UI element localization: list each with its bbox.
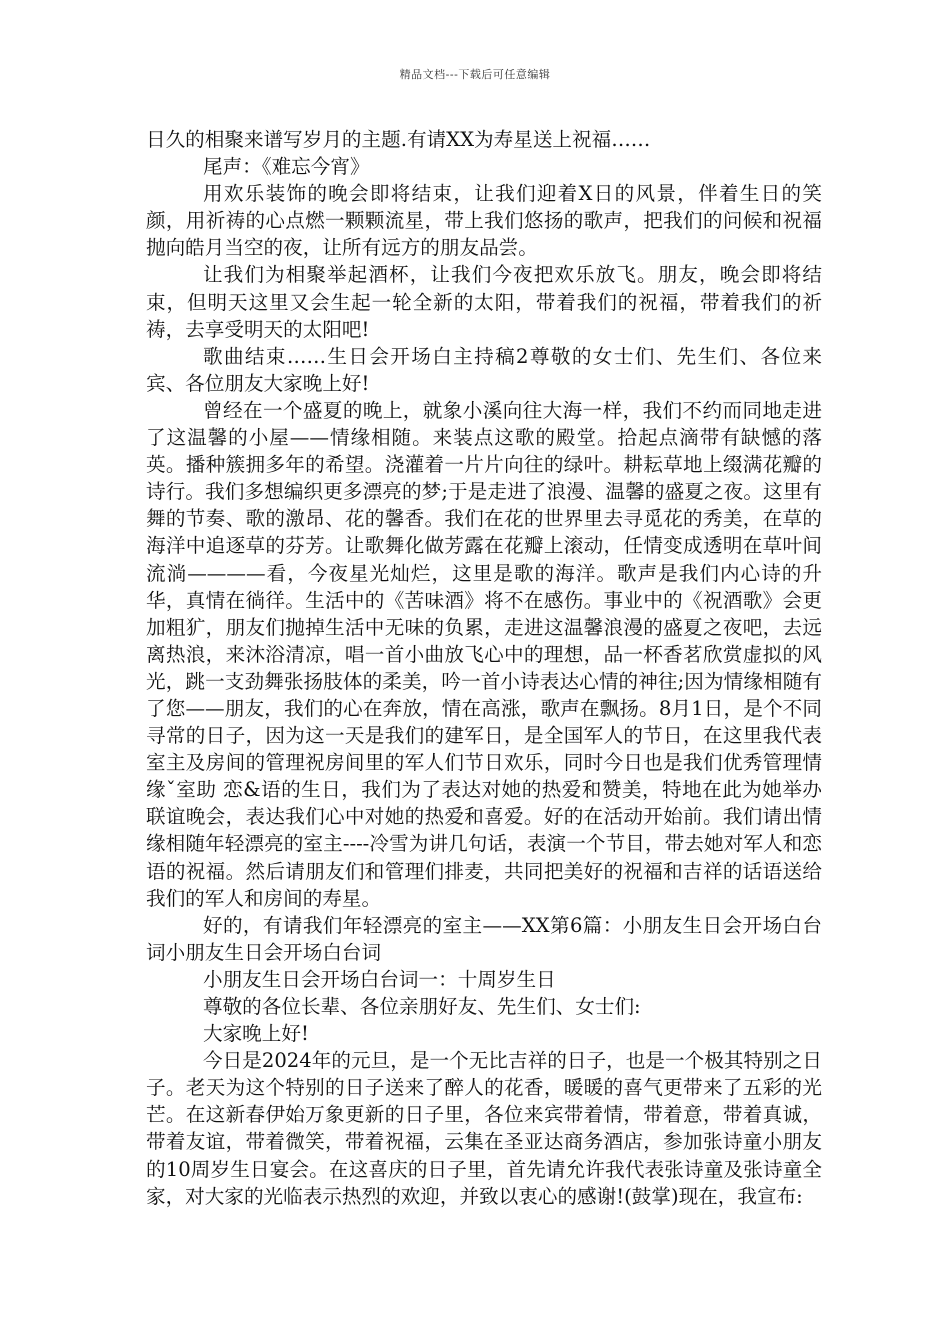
page-header: 精品文档---下载后可任意编辑 (399, 68, 551, 81)
paragraph: 尊敬的各位长辈、各位亲朋好友、先生们、女士们: (203, 995, 641, 1018)
document-body (146, 126, 822, 1210)
paragraph: 让我们为相聚举起酒杯，让我们今夜把欢乐放飞。朋友，晚会即将结束，但明天这里又会生起一轮全新的太阳，带着我们的祝福，带着我们的祈祷，去享受明天的太阳吧! (146, 263, 822, 341)
paragraph: 小朋友生日会开场白台词一：十周岁生日 (203, 967, 556, 991)
paragraph: 歌曲结束……生日会开场白主持稿2尊敬的女士们、先生们、各位来宾、各位朋友大家晚上好! (146, 344, 822, 395)
paragraph: 好的，有请我们年轻漂亮的室主——XX第6篇：小朋友生日会开场白台词小朋友生日会开场白台词 (146, 913, 822, 964)
paragraph: 今日是2024年的元旦，是一个无比吉祥的日子，也是一个极其特别之日子。老天为这个特别的日子送来了醉人的花香，暖暖的喜气更带来了五彩的光芒。在这新春伊始万象更新的日子里，各位来宾带着情，带着意，带着真诚，带着友谊，带着微笑，带着祝福，云集在圣亚达商务酒店，参加张诗童小朋友的10周岁生日宴会。在这喜庆的日子里，首先请允许我代表张诗童及张诗童全家，对大家的光临表示热烈的欢迎，并致以衷心的感谢!(鼓掌)现在，我宣布: (146, 1049, 822, 1208)
paragraph: 尾声：《难忘今宵》 (203, 155, 370, 179)
paragraph: 曾经在一个盛夏的晚上，就象小溪向往大海一样，我们不约而同地走进了这温馨的小屋——情缘相随。来装点这歌的殿堂。拾起点滴带有缺憾的落英。播种簇拥多年的希望。浇灌着一片片向往的绿叶。耕耘草地上缀满花瓣的诗行。我们多想编织更多漂亮的梦;于是走进了浪漫、温馨的盛夏之夜。这里有舞的节奏、歌的激昂、花的馨香。我们在花的世界里去寻觅花的秀美，在草的海洋中追逐草的芬芳。让歌舞化做芳露在花瓣上滚动，任情变成透明在草叶间流淌————看，今夜星光灿烂，这里是歌的海洋。歌声是我们内心诗的升华，真情在徜徉。生活中的《苦味酒》将不在感伤。事业中的《祝酒歌》会更加粗犷，朋友们抛掉生活中无味的负累，走进这温馨浪漫的盛夏之夜吧，去远离热浪，来沐浴清凉，唱一首小曲放飞心中的理想，品一杯香茗欣赏虚拟的风光，跳一支劲舞张扬肢体的柔美，吟一首小诗表达心情的神往;因为情缘相随有了您——朋友，我们的心在奔放，情在高涨，歌声在飘扬。8月1日，是个不同寻常的日子，因为这一天是我们的建军日，是全国军人的节日，在这里我代表室主及房间的管理祝房间里的军人们节日欢乐，同时今日也是我们优秀管理情缘ˇ室助 恋&语的生日，我们为了表达对她的热爱和赞美，特地在此为她举办联谊晚会，表达我们心中对她的热爱和喜爱。好的在活动开始前。我们请出情缘相随年轻漂亮的室主----冷雪为讲几句话，表演一个节目，带去她对军人和恋语的祝福。然后请朋友们和管理们排麦，共同把美好的祝福和吉祥的话语送给我们的军人和房间的寿星。 (146, 398, 822, 910)
paragraph: 日久的相聚来谱写岁月的主题.有请XX为寿星送上祝福…… (146, 128, 651, 151)
paragraph: 大家晚上好! (203, 1022, 309, 1046)
paragraph: 用欢乐装饰的晚会即将结束，让我们迎着X日的风景，伴着生日的笑颜，用祈祷的心点燃一颗颗流星，带上我们悠扬的歌声，把我们的问候和祝福抛向皓月当空的夜，让所有远方的朋友品尝。 (146, 182, 822, 260)
